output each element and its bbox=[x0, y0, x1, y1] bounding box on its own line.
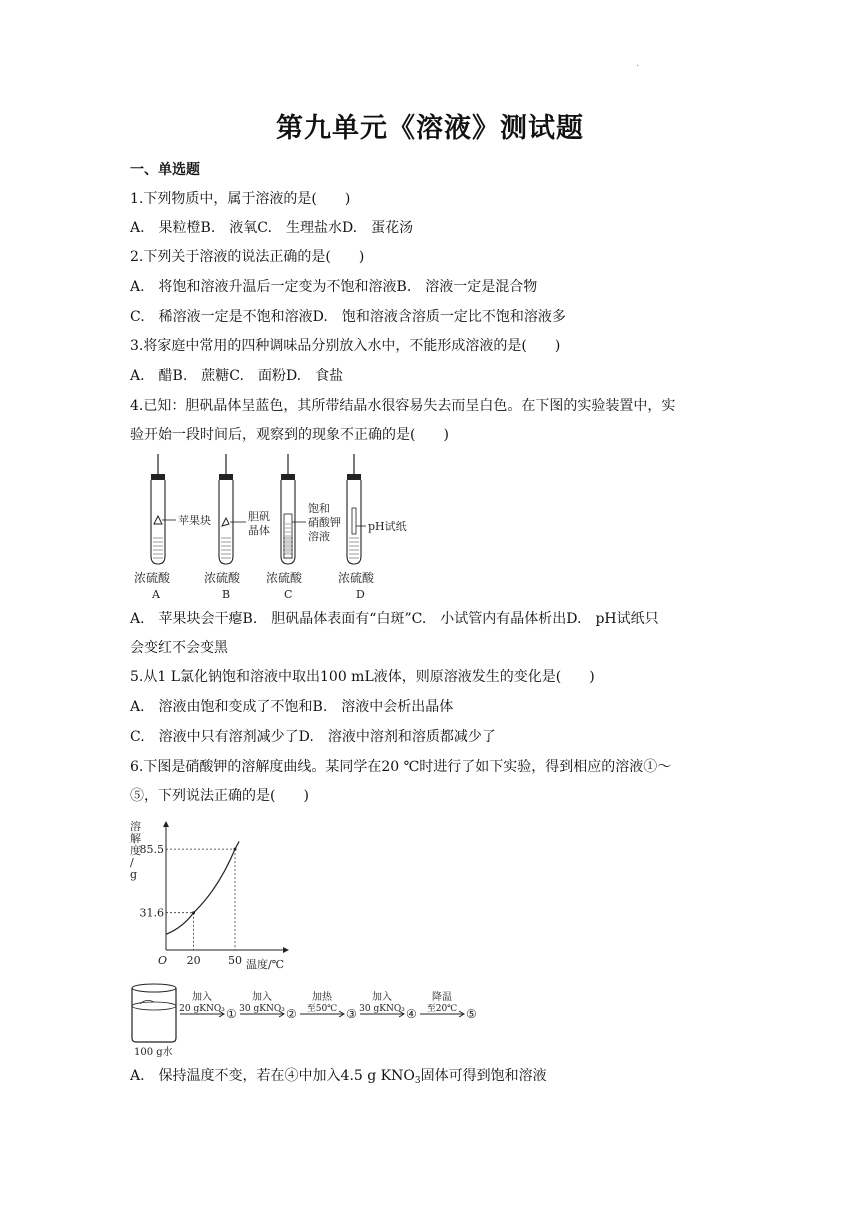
q6-option-a bbox=[130, 1066, 547, 1091]
label-sat-1: 饱和 bbox=[308, 502, 330, 515]
q4-stem-2: 验开始一段时间后，观察到的现象不正确的是( ) bbox=[130, 427, 449, 443]
letter-d: D bbox=[356, 588, 365, 601]
q3-stem: 3.将家庭中常用的四种调味品分别放入水中，不能形成溶液的是( ) bbox=[130, 338, 561, 354]
q5-options-2: C. 溶液中只有溶剂减少了D. 溶液中溶剂和溶质都减少了 bbox=[130, 729, 496, 745]
q6-stem-1: 6.下图是硝酸钾的溶解度曲线。某同学在20 ℃时进行了如下实验，得到相应的溶液①～ bbox=[130, 759, 672, 775]
step-result: ① bbox=[226, 1007, 237, 1021]
process-step bbox=[420, 990, 477, 1021]
letter-b: B bbox=[222, 588, 231, 601]
q5-options-1: A. 溶液由饱和变成了不饱和B. 溶液中会析出晶体 bbox=[130, 699, 454, 715]
q4-stem-1: 4.已知：胆矾晶体呈蓝色，其所带结晶水很容易失去而呈白色。在下图的实验装置中，实 bbox=[130, 398, 676, 414]
data-point bbox=[234, 848, 237, 851]
y-axis-label-char: 溶 bbox=[130, 820, 141, 833]
q2-stem: 2.下列关于溶液的说法正确的是( ) bbox=[130, 249, 365, 265]
solubility-curve bbox=[166, 841, 239, 934]
letter-c: C bbox=[284, 588, 293, 601]
label-sat-3: 溶液 bbox=[308, 530, 330, 543]
liquid-a: 浓硫酸 bbox=[134, 571, 171, 585]
beaker bbox=[132, 984, 176, 1042]
origin-label: O bbox=[158, 954, 168, 967]
step-result: ③ bbox=[346, 1007, 357, 1021]
step-top-label: 加热 bbox=[312, 992, 332, 1003]
process-step bbox=[359, 990, 417, 1021]
q6-stem-2: ⑤，下列说法正确的是( ) bbox=[130, 788, 309, 804]
step-bottom-label: 20 gKNO₃ bbox=[179, 1004, 225, 1014]
label-alum-1: 胆矾 bbox=[248, 510, 270, 523]
y-axis-label-char: 解 bbox=[130, 832, 141, 845]
q5-stem: 5.从1 L氯化钠饱和溶液中取出100 mL液体，则原溶液发生的变化是( ) bbox=[130, 669, 595, 685]
x-tick-label: 50 bbox=[228, 954, 242, 967]
label-apple: 苹果块 bbox=[178, 514, 211, 527]
q6-option-a-post: 固体可得到饱和溶液 bbox=[420, 1068, 547, 1084]
y-axis-label-char: / bbox=[130, 856, 134, 869]
q4-options-1: A. 苹果块会干瘪B. 胆矾晶体表面有“白斑”C. 小试管内有晶体析出D. pH试纸只 bbox=[130, 611, 659, 627]
data-point bbox=[192, 911, 195, 914]
y-axis-label-char: g bbox=[130, 868, 138, 881]
liquid-b: 浓硫酸 bbox=[204, 571, 241, 585]
section-heading: 一、单选题 bbox=[130, 162, 200, 178]
step-bottom-label: 至50℃ bbox=[306, 1004, 338, 1014]
solubility-chart bbox=[128, 812, 298, 972]
step-result: ② bbox=[286, 1007, 297, 1021]
test-tube-c bbox=[281, 454, 295, 564]
beaker-label: 100 g水 bbox=[134, 1047, 173, 1058]
q1-options: A. 果粒橙B. 液氧C. 生理盐水D. 蛋花汤 bbox=[130, 220, 414, 236]
step-bottom-label: 30 gKNO₃ bbox=[239, 1004, 285, 1014]
test-tube-b bbox=[219, 454, 233, 564]
step-top-label: 加入 bbox=[252, 992, 272, 1003]
process-diagram bbox=[128, 978, 477, 1058]
q3-options: A. 醋B. 蔗糖C. 面粉D. 食盐 bbox=[130, 368, 344, 384]
label-sat-2: 硝酸钾 bbox=[308, 516, 341, 529]
q2-options-2: C. 稀溶液一定是不饱和溶液D. 饱和溶液含溶质一定比不饱和溶液多 bbox=[130, 309, 566, 325]
step-top-label: 加入 bbox=[192, 992, 212, 1003]
step-bottom-label: 至20℃ bbox=[426, 1004, 458, 1014]
corner-dot: . bbox=[636, 58, 640, 69]
label-alum-2: 晶体 bbox=[248, 524, 270, 537]
test-tube-figure bbox=[130, 452, 430, 604]
process-step bbox=[300, 990, 357, 1021]
y-axis-label-char: 度 bbox=[130, 844, 141, 857]
q6-option-a-pre: A. 保持温度不变，若在④中加入4.5 g KNO bbox=[130, 1068, 415, 1084]
liquid-d: 浓硫酸 bbox=[338, 571, 375, 585]
process-step bbox=[179, 990, 237, 1021]
letter-a: A bbox=[152, 588, 160, 601]
q6-option-a-sub: 3 bbox=[414, 1076, 421, 1086]
process-step bbox=[239, 990, 297, 1021]
page-title: 第九单元《溶液》测试题 bbox=[276, 113, 584, 144]
step-bottom-label: 30 gKNO₃ bbox=[359, 1004, 405, 1014]
step-result: ⑤ bbox=[466, 1007, 477, 1021]
q4-options-2: 会变红不会变黑 bbox=[130, 640, 228, 656]
y-tick-label: 85.5 bbox=[139, 843, 164, 857]
liquid-c: 浓硫酸 bbox=[266, 571, 303, 585]
test-tube-a bbox=[151, 454, 165, 564]
step-result: ④ bbox=[406, 1007, 417, 1021]
test-tube-d bbox=[347, 454, 361, 564]
x-axis-label: 温度/℃ bbox=[246, 958, 285, 971]
q2-options-1: A. 将饱和溶液升温后一定变为不饱和溶液B. 溶液一定是混合物 bbox=[130, 279, 538, 295]
x-tick-label: 20 bbox=[186, 954, 201, 967]
label-ph: pH试纸 bbox=[368, 520, 407, 533]
step-top-label: 降温 bbox=[432, 992, 452, 1003]
y-tick-label: 31.6 bbox=[139, 906, 164, 920]
q1-stem: 1.下列物质中，属于溶液的是( ) bbox=[130, 191, 351, 207]
step-top-label: 加入 bbox=[372, 992, 392, 1003]
